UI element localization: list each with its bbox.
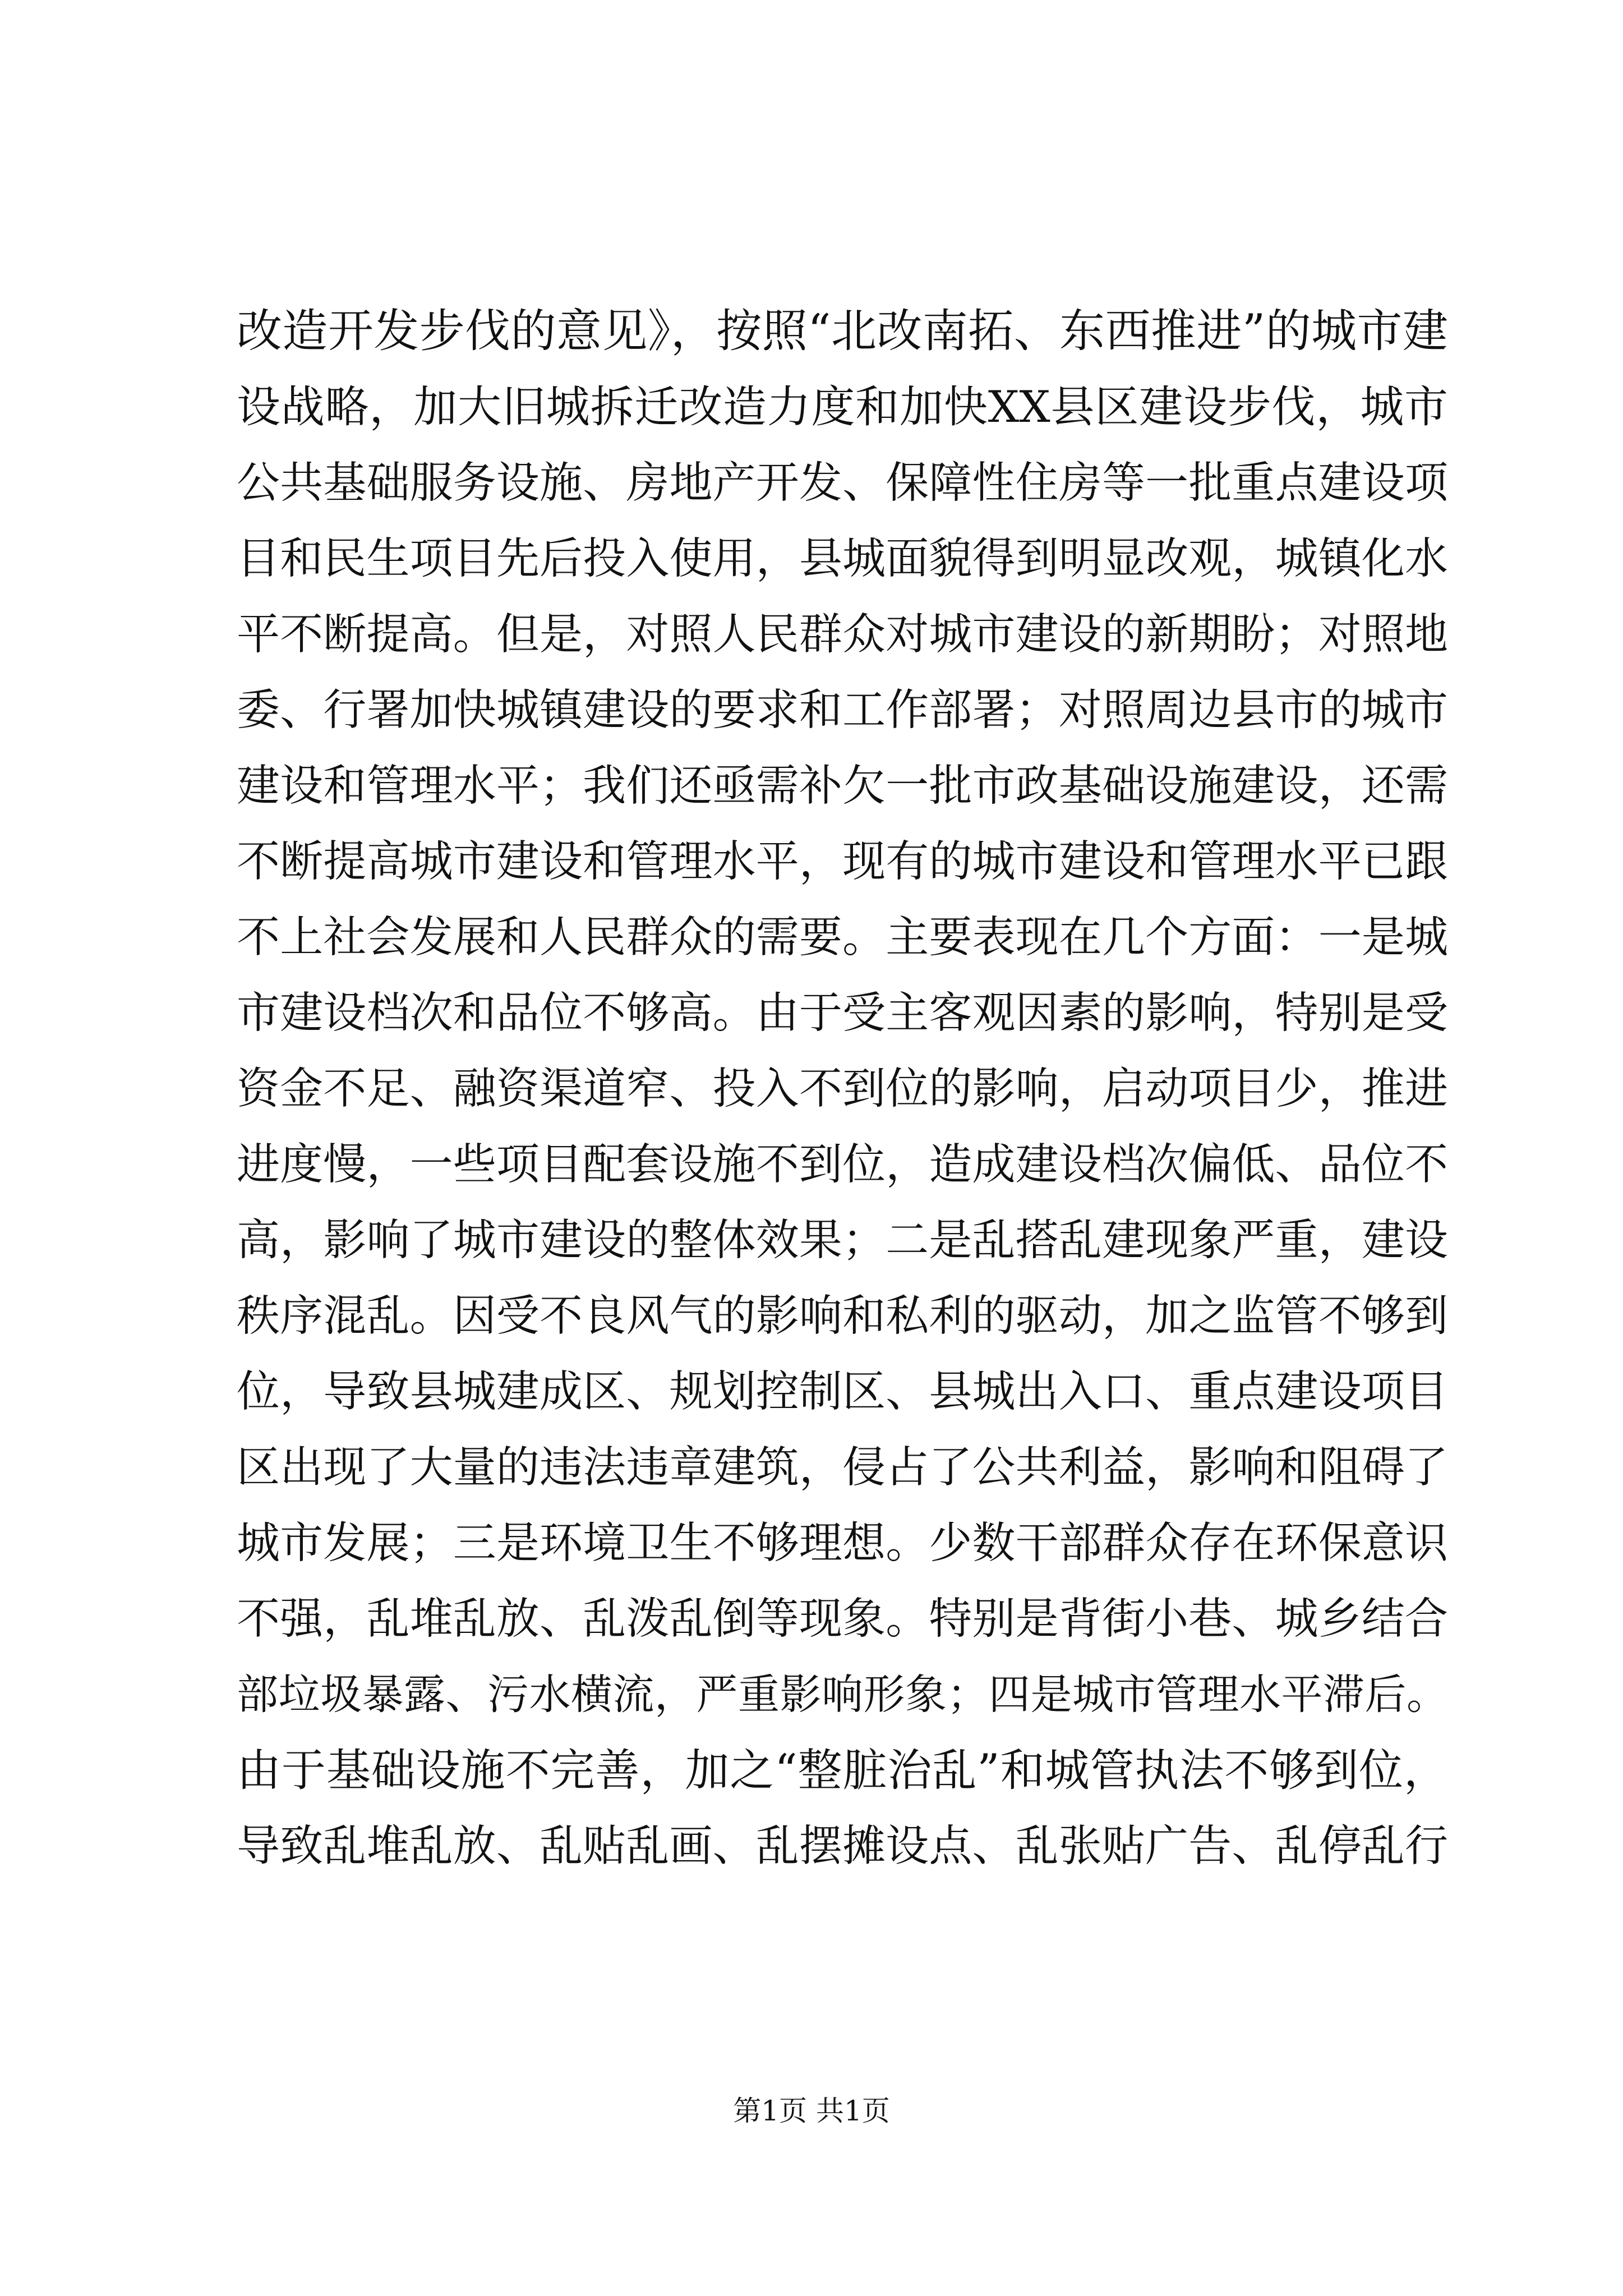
text-line: 建设和管理水平；我们还亟需补欠一批市政基础设施建设，还需: [237, 761, 1448, 811]
text-line: 不断提高城市建设和管理水平，现有的城市建设和管理水平已跟: [237, 837, 1448, 887]
text-line: 进度慢，一些项目配套设施不到位，造成建设档次偏低、品位不: [237, 1140, 1448, 1190]
text-line: 市建设档次和品位不够高。由于受主客观因素的影响，特别是受: [237, 988, 1448, 1038]
text-line: 改造开发步伐的意见》，按照“北改南拓、东西推进”的城市建: [237, 305, 1448, 358]
text-line: 公共基础服务设施、房地产开发、保障性住房等一批重点建设项: [237, 458, 1448, 508]
body-text: [237, 294, 1448, 1884]
text-line: 委、行署加快城镇建设的要求和工作部署；对照周边县市的城市: [237, 685, 1448, 735]
text-line: 部垃圾暴露、污水横流，严重影响形象；四是城市管理水平滞后。: [237, 1671, 1448, 1719]
text-line: 高，影响了城市建设的整体效果；二是乱搭乱建现象严重，建设: [237, 1216, 1448, 1266]
text-line: 平不断提高。但是，对照人民群众对城市建设的新期盼；对照地: [237, 610, 1448, 660]
text-line: 资金不足、融资渠道窄、投入不到位的影响，启动项目少，推进: [237, 1064, 1448, 1114]
text-line: 不强，乱堆乱放、乱泼乱倒等现象。特别是背街小巷、城乡结合: [237, 1594, 1448, 1644]
text-line: 不上社会发展和人民群众的需要。主要表现在几个方面：一是城: [237, 913, 1448, 963]
page-footer: 第1页 共1页: [733, 2095, 890, 2127]
text-line: 设战略，加大旧城拆迁改造力度和加快XX县区建设步伐，城市: [237, 382, 1448, 432]
text-line: 城市发展；三是环境卫生不够理想。少数干部群众存在环保意识: [237, 1519, 1448, 1568]
text-line: 导致乱堆乱放、乱贴乱画、乱摆摊设点、乱张贴广告、乱停乱行: [237, 1821, 1448, 1871]
text-line: 秩序混乱。因受不良风气的影响和私利的驱动，加之监管不够到: [237, 1291, 1448, 1341]
text-line: 目和民生项目先后投入使用，县城面貌得到明显改观，城镇化水: [237, 534, 1448, 584]
text-line: 由于基础设施不完善，加之“整脏治乱”和城管执法不够到位，: [237, 1745, 1448, 1796]
text-line: 位，导致县城建成区、规划控制区、县城出入口、重点建设项目: [237, 1367, 1448, 1417]
text-line: 区出现了大量的违法违章建筑，侵占了公共利益，影响和阻碍了: [237, 1443, 1448, 1493]
